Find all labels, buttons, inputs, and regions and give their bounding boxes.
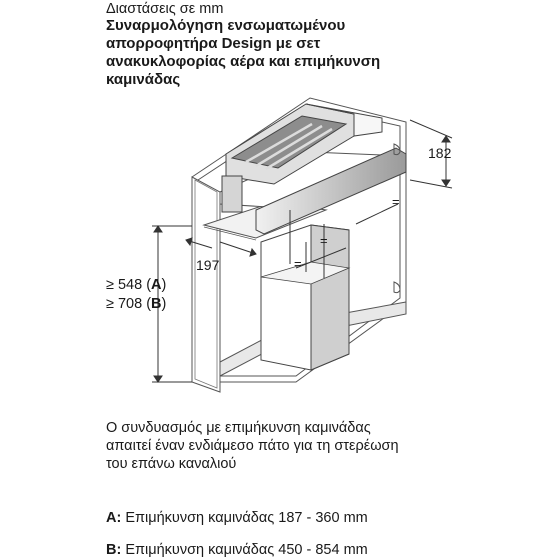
height-label-a bbox=[106, 276, 166, 295]
height-label-b bbox=[106, 295, 166, 314]
height-b-prefix: ≥ 708 ( bbox=[106, 296, 152, 312]
height-b-close: ) bbox=[161, 296, 167, 312]
equal-sign-left: = bbox=[294, 256, 302, 271]
equal-sign-center: = bbox=[320, 233, 328, 248]
dim-width-label: 197 bbox=[196, 257, 220, 273]
cabinet-left-side bbox=[192, 177, 220, 392]
chimney-extension bbox=[261, 225, 349, 370]
spec-a-text: Επιμήκυνση καμινάδας 187 - 360 mm bbox=[121, 510, 368, 526]
note-line: του επάνω καναλιού bbox=[106, 456, 237, 472]
title-line: απορροφητήρα Design με σετ bbox=[106, 35, 321, 52]
spec-b bbox=[106, 541, 368, 559]
height-b-letter: B bbox=[151, 296, 162, 312]
title-line: Συναρμολόγηση ενσωματωμένου bbox=[106, 17, 346, 34]
spec-a-letter: A: bbox=[106, 510, 122, 526]
height-a-prefix: ≥ 548 ( bbox=[106, 277, 152, 293]
spec-a bbox=[106, 509, 368, 527]
dim-depth-label: 182 bbox=[428, 145, 452, 161]
height-labels bbox=[106, 276, 166, 314]
height-a-close: ) bbox=[161, 277, 167, 293]
spec-b-letter: B: bbox=[106, 542, 122, 558]
units-label: Διαστάσεις σε mm bbox=[106, 1, 224, 17]
equal-sign-right: = bbox=[392, 194, 400, 209]
title-line: ανακυκλοφορίας αέρα και επιμήκυνση bbox=[106, 53, 381, 70]
installation-note bbox=[106, 419, 399, 473]
title-line: καμινάδας bbox=[106, 71, 181, 88]
note-line: απαιτεί έναν ενδιάμεσο πάτο για τη στερέωση bbox=[106, 438, 399, 454]
spec-b-text: Επιμήκυνση καμινάδας 450 - 854 mm bbox=[121, 542, 368, 558]
height-a-letter: A bbox=[151, 277, 162, 293]
note-line: Ο συνδυασμός με επιμήκυνση καμινάδας bbox=[106, 420, 371, 436]
document-title bbox=[106, 17, 546, 89]
installation-diagram bbox=[106, 92, 466, 402]
